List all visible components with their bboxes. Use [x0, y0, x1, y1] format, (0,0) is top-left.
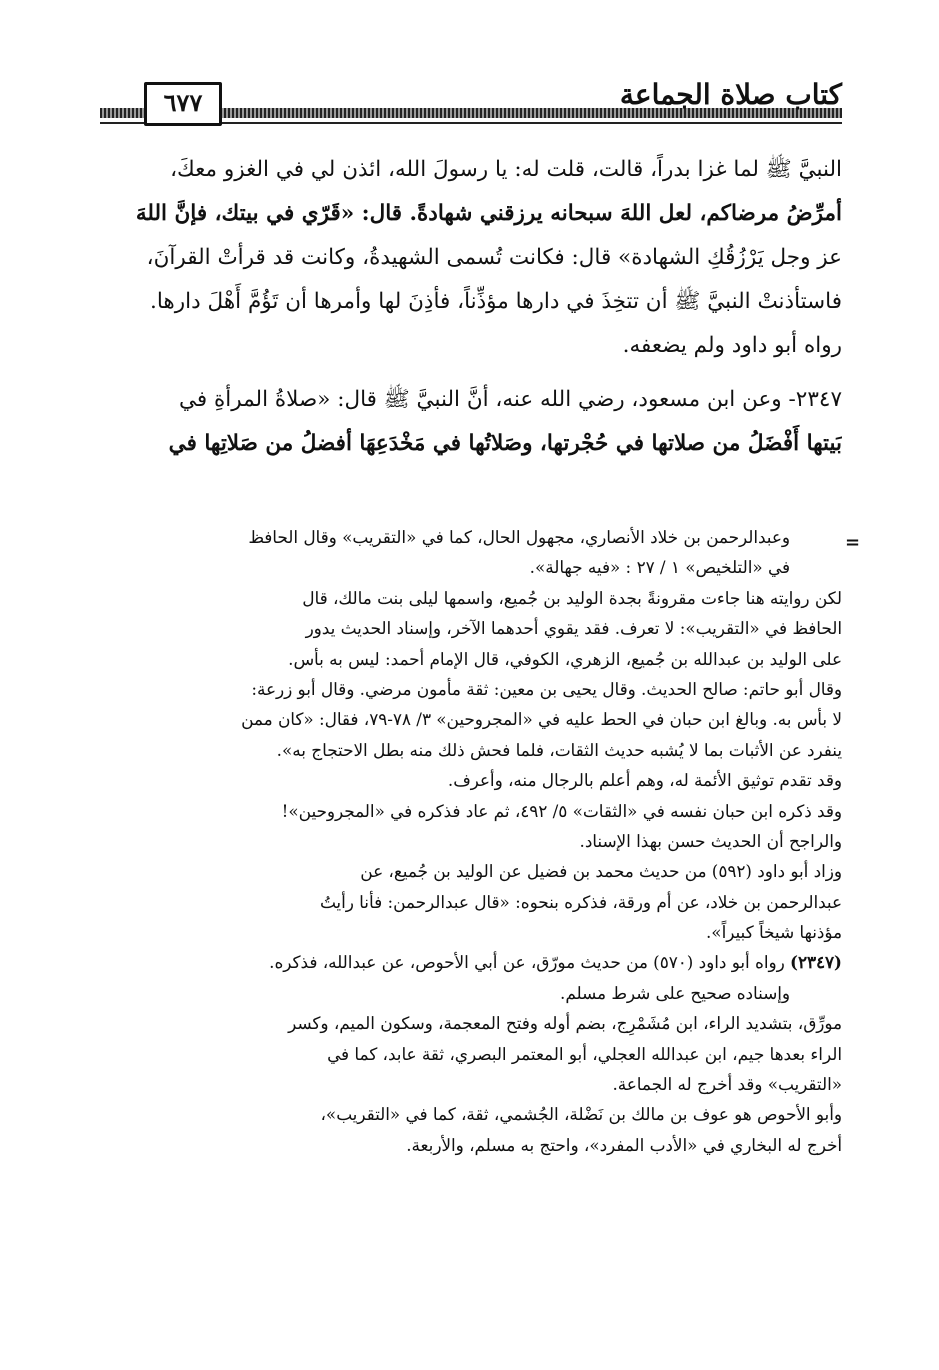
footnote-line	[100, 704, 842, 734]
footnote-text: وزاد أبو داود (٥٩٢) من حديث محمد بن فضيل عن الوليد بن جُميع، عن	[360, 861, 842, 882]
footnote-text: الراء بعدها جيم، ابن عبدالله العجلي، أبو المعتمر البصري، ثقة عابد، كما في	[327, 1043, 842, 1064]
footnote-text: «التقريب» وقد أخرج له الجماعة.	[612, 1074, 842, 1095]
footnote-line	[100, 644, 842, 674]
footnote-line	[100, 1069, 842, 1099]
footnote-line	[100, 826, 842, 856]
footnote-line	[100, 765, 842, 795]
main-line: عز وجل يَرْزُقُكِ الشهادة» قال: فكانت تُسمى الشهيدةُ، وكانت قد قرأتْ القرآنَ،	[146, 245, 842, 270]
footnote-text: وقال أبو حاتم: صالح الحديث. وقال يحيى بن معين: ثقة مأمون مرضي. وقال أبو زرعة:	[251, 678, 842, 699]
footnote-text: في «التلخيص» ١ / ٢٧ : «فيه جهالة».	[529, 557, 790, 578]
footnote-text: مؤذنها شيخاً كبيراً».	[705, 922, 842, 943]
footnote-line	[100, 1039, 842, 1069]
footnote-text: وقد ذكره ابن حبان نفسه في «الثقات» ٥/ ٤٩٢، ثم عاد فذكره في «المجروحين»!	[281, 800, 842, 821]
footnote-text: رواه أبو داود (٥٧٠) من حديث مورّق، عن أبي الأحوص، عن عبدالله، فذكره.	[269, 952, 791, 973]
footnote-text: لكن روايته هنا جاءت مقرونةً بجدة الوليد بن جُميع، واسمها ليلى بنت مالك، قال	[302, 587, 842, 608]
footnote-text: عبدالرحمن بن خلاد، عن أم ورقة، فذكره بنحوه: «قال عبدالرحمن: فأنا رأيتُ	[319, 891, 842, 912]
footnote-text: والراجح أن الحديث حسن بهذا الإسناد.	[579, 830, 842, 851]
page-number: ٦٧٧	[144, 82, 222, 126]
running-title: كتاب صلاة الجماعة	[619, 78, 842, 111]
footnote-line	[100, 1008, 842, 1038]
footnotes-section	[100, 522, 842, 1160]
footnote-text: الحافظ في «التقريب»: لا تعرف. فقد يقوي أحدهما الآخر، وإسناد الحديث يدور	[305, 618, 842, 639]
footnote-line	[100, 552, 842, 582]
main-line: فاستأذنتْ النبيَّ ﷺ أن تتخِذَ في دارها مؤذِّناً، فأذِنَ لها وأمرها أن تَؤُمَّ أَهْلَ دارها.	[150, 289, 842, 314]
main-line: رواه أبو داود ولم يضعفه.	[622, 333, 842, 358]
footnote-line	[100, 947, 842, 977]
footnote-text: وعبدالرحمن بن خلاد الأنصاري، مجهول الحال، كما في «التقريب» وقال الحافظ	[248, 527, 790, 547]
footnote-text: لا بأس به. وبالغ ابن حبان في الحط عليه في «المجروحين» ٣/ ٧٨-٧٩، فقال: «كان ممن	[241, 709, 842, 730]
footnote-line	[100, 917, 842, 947]
hadith-line: ٢٣٤٧- وعن ابن مسعود، رضي الله عنه، أنَّ النبيَّ ﷺ قال: «صلاةُ المرأةِ في	[178, 387, 842, 412]
main-line: النبيَّ ﷺ لما غزا بدراً، قالت، قلت له: يا رسولَ الله، ائذن لي في الغزو معكَ،	[170, 157, 842, 182]
footnote-text: وأبو الأحوص هو عوف بن مالك بن نَضْلة، الجُشمي، ثقة، كما في «التقريب»،	[320, 1104, 842, 1125]
footnote-text: وإسناده صحيح على شرط مسلم.	[560, 982, 790, 1003]
footnote-line	[100, 522, 842, 552]
footnote-line	[100, 583, 842, 613]
footnote-line	[100, 978, 842, 1008]
footnote-text: ينفرد عن الأثبات بما لا يُشبه حديث الثقات، فلما فحش ذلك منه بطل الاحتجاج به».	[276, 739, 842, 760]
hadith-line: بَيتها أَفْضَلُ من صلاتها في حُجْرتها، وصَلاتُها في مَخْدَعِهَا أفضلُ من صَلاتِها في	[168, 431, 842, 456]
footnote-continuation-mark: =	[845, 532, 861, 553]
footnote-line	[100, 856, 842, 886]
footnote-text: على الوليد بن عبدالله بن جُميع، الزهري، الكوفي، قال الإمام أحمد: ليس به بأس.	[288, 648, 842, 669]
main-text	[100, 148, 842, 466]
footnote-line	[100, 1130, 842, 1160]
main-line: أمرِّضُ مرضاكم، لعل اللهَ سبحانه يرزقني شهادةً. قال: «قَرّي في بيتك، فإنَّ اللهَ	[135, 201, 842, 226]
footnote-line	[100, 796, 842, 826]
footnote-line	[100, 1099, 842, 1129]
footnote-number: (٢٣٤٧)	[790, 952, 842, 973]
footnote-text: مورِّق، بتشديد الراء، ابن مُشَمْرِج، بضم أوله وفتح المعجمة، وسكون الميم، وكسر	[288, 1013, 842, 1034]
page-header	[100, 72, 842, 132]
footnote-line	[100, 674, 842, 704]
footnote-line	[100, 613, 842, 643]
footnote-line	[100, 887, 842, 917]
footnote-line	[100, 735, 842, 765]
footnote-text: أخرج له البخاري في «الأدب المفرد»، واحتج به مسلم، والأربعة.	[406, 1134, 842, 1155]
footnote-text: وقد تقدم توثيق الأئمة له، وهم أعلم بالرجال منه، وأعرف.	[447, 770, 842, 791]
